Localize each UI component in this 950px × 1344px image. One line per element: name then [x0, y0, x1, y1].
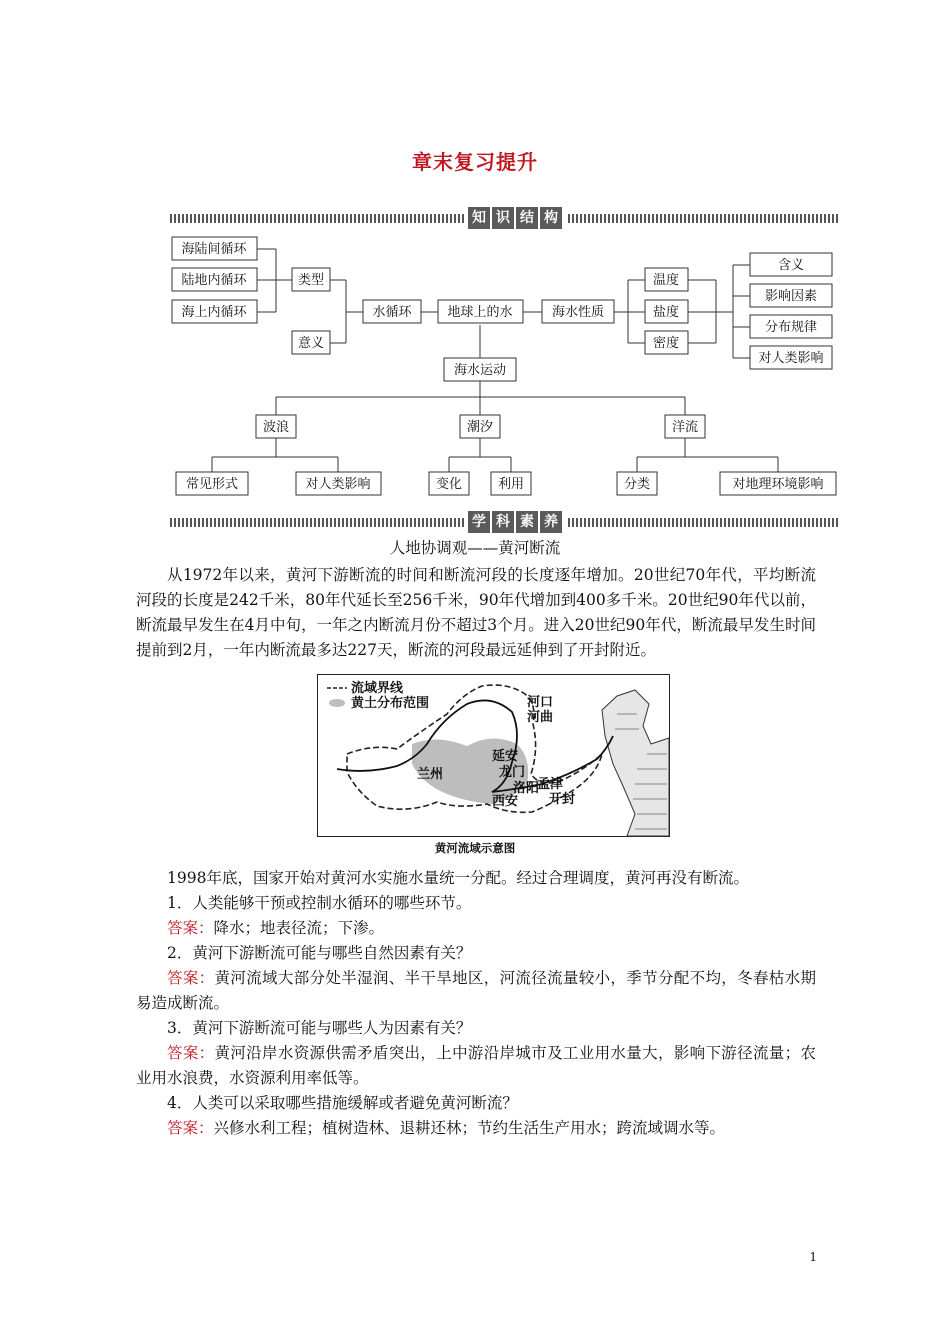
node-earth-water: 地球上的水 — [447, 305, 513, 320]
answer-4 — [136, 1116, 816, 1141]
banner-left-rule — [170, 518, 466, 527]
node-currents: 洋流 — [671, 420, 699, 435]
node-waves: 波浪 — [262, 420, 290, 435]
section-subtitle: 人地协调观——黄河断流 — [389, 539, 561, 557]
node-wave-impact: 对人类影响 — [305, 477, 371, 492]
answer-label: 答案： — [167, 1119, 214, 1137]
page-number: 1 — [809, 1250, 817, 1264]
banner-char: 知 — [468, 207, 490, 229]
question-2: 2．黄河下游断流可能与哪些自然因素有关？ — [167, 944, 472, 962]
node-use: 利用 — [497, 477, 525, 492]
node-sea-cycle: 海上内循环 — [181, 305, 247, 320]
banner-char: 构 — [540, 207, 562, 229]
node-human-impact: 对人类影响 — [758, 351, 824, 366]
place-yanan: 延安 — [492, 749, 519, 764]
banner-char: 结 — [516, 207, 538, 229]
place-kaifeng: 开封 — [549, 792, 576, 807]
node-classify: 分类 — [623, 477, 651, 492]
answer-2 — [136, 966, 816, 1016]
answer-label: 答案： — [167, 919, 214, 937]
banner-right-rule — [568, 518, 838, 527]
answer-1 — [136, 916, 816, 941]
place-hequ: 河曲 — [527, 710, 554, 725]
node-definition: 含义 — [777, 258, 805, 273]
page-title: 章末复习提升 — [412, 150, 538, 174]
answer-3 — [136, 1041, 816, 1091]
place-mengjin: 孟津 — [537, 777, 564, 792]
place-luoyang: 洛阳 — [513, 781, 540, 796]
banner-char: 养 — [540, 511, 562, 533]
map-caption: 黄河流域示意图 — [434, 841, 516, 855]
question-3: 3．黄河下游断流可能与哪些人为因素有关？ — [167, 1019, 472, 1037]
banner-right-rule — [568, 214, 838, 223]
answer-text: 降水；地表径流；下渗。 — [213, 919, 385, 937]
node-temperature: 温度 — [652, 273, 680, 288]
question-4: 4．人类可以采取哪些措施缓解或者避免黄河断流？ — [167, 1094, 518, 1112]
knowledge-diagram — [0, 225, 950, 505]
question-1: 1．人类能够干预或控制水循环的哪些环节。 — [167, 894, 472, 912]
node-meaning: 意义 — [297, 336, 325, 351]
node-tides: 潮汐 — [466, 420, 494, 435]
node-sea-land-cycle: 海陆间循环 — [181, 242, 247, 257]
banner-char: 识 — [492, 207, 514, 229]
banner-char: 素 — [516, 511, 538, 533]
node-land-cycle: 陆地内循环 — [181, 273, 247, 288]
banner-left-rule — [170, 214, 466, 223]
answer-text: 黄河沿岸水资源供需矛盾突出，上中游沿岸城市及工业用水量大，影响下游径流量；农业用水浪费，水资源利用率低等。 — [136, 1044, 816, 1087]
legend-loess: 黄土分布范围 — [351, 696, 430, 711]
intro-paragraph: 从1972年以来，黄河下游断流的时间和断流河段的长度逐年增加。20世纪70年代，平均断流河段的长度是242千米，80年代延长至256千米，90年代增加到400多千米。20世纪90年代以前，断流最早发生在4月中旬，一年之内断流月份不超过3个月。进入20世纪90年代，断流最早发生时间提前到2月，一年内断流最多达227天，断流的河段最远延伸到了开封附近。 — [136, 566, 816, 659]
answer-label: 答案： — [167, 1044, 215, 1062]
node-types: 类型 — [297, 273, 325, 288]
node-distribution: 分布规律 — [764, 320, 818, 335]
node-geo-impact: 对地理环境影响 — [732, 477, 824, 492]
after-map-paragraph: 1998年底，国家开始对黄河水实施水量统一分配。经过合理调度，黄河再没有断流。 — [167, 869, 749, 887]
banner-char: 学 — [468, 511, 490, 533]
banner-subject-literacy — [468, 511, 562, 533]
node-density: 密度 — [652, 336, 680, 351]
place-hekou: 河口 — [527, 695, 554, 710]
answer-text: 兴修水利工程；植树造林、退耕还林；节约生活生产用水；跨流域调水等。 — [213, 1119, 726, 1137]
node-water-cycle: 水循环 — [372, 305, 412, 320]
place-xian: 西安 — [492, 794, 519, 809]
answer-text: 黄河流域大部分处半湿润、半干旱地区，河流径流量较小，季节分配不均，冬春枯水期易造成断流。 — [136, 969, 816, 1012]
legend-boundary: 流域界线 — [351, 681, 404, 696]
answer-label: 答案： — [167, 969, 215, 987]
place-lanzhou: 兰州 — [417, 767, 444, 782]
node-factors: 影响因素 — [764, 289, 818, 304]
node-sea-motion: 海水运动 — [453, 363, 507, 378]
yellow-river-map — [317, 674, 670, 838]
banner-char: 科 — [492, 511, 514, 533]
node-change: 变化 — [435, 477, 463, 492]
place-longmen: 龙门 — [499, 765, 526, 780]
node-salinity: 盐度 — [652, 305, 680, 320]
node-sea-properties: 海水性质 — [551, 305, 605, 320]
node-common-forms: 常见形式 — [185, 477, 239, 492]
